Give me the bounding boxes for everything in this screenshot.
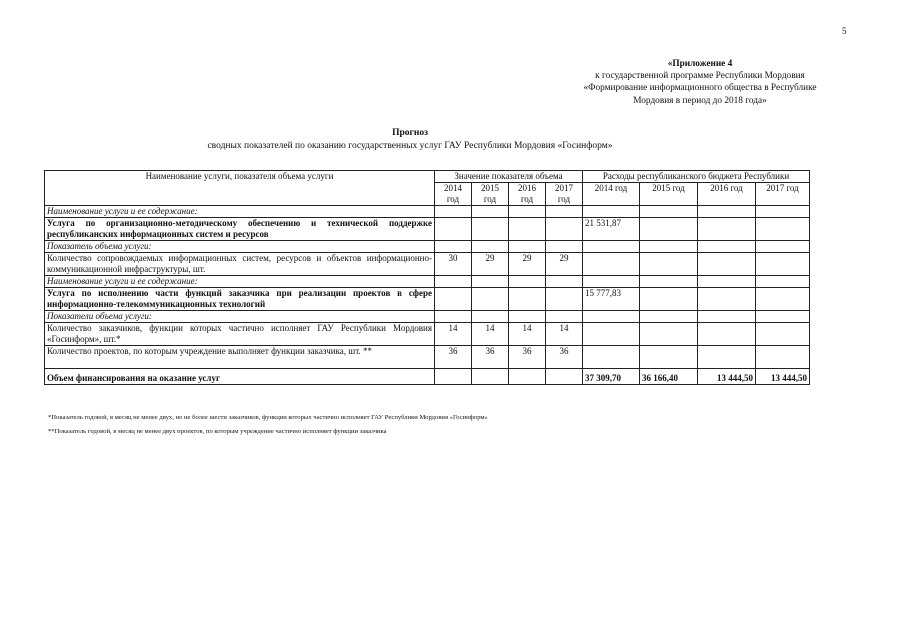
indicator-name: Количество сопровождаемых информационных систем, ресурсов и объектов информационно-коммуникационной инфраструктуры, шт. <box>45 253 435 276</box>
table-header-row <box>45 171 810 183</box>
volume-value: 14 <box>472 323 509 346</box>
volume-value: 29 <box>546 253 583 276</box>
document-heading <box>30 127 790 152</box>
section-label: Наименование услуги и ее содержание: <box>45 206 435 218</box>
table-row <box>45 206 810 218</box>
appendix-line-1: к государственной программе Республики Мордовия <box>595 71 805 82</box>
footnote-1: *Показатель годовой, в месяц не менее двух, но не более шести заказчиков, функции которых частично исполняет ГАУ Республики Мордовия «Госинформ» <box>48 414 488 421</box>
volume-value: 14 <box>509 323 546 346</box>
budget-value: 15 777,83 <box>583 288 640 311</box>
total-value: 37 309,70 <box>583 369 640 385</box>
budget-header: Расходы республиканского бюджета Республики <box>583 171 810 183</box>
document-title: Прогноз <box>392 128 428 138</box>
service-name: Услуга по исполнению части функций заказчика при реализации проектов в сфере информационно-телекоммуникационных технологий <box>45 288 435 311</box>
total-value: 13 444,50 <box>756 369 810 385</box>
table-row <box>45 288 810 311</box>
volume-year-2016: 2016 год <box>509 183 546 206</box>
volume-value: 36 <box>509 346 546 369</box>
budget-year-2015: 2015 год <box>640 183 698 206</box>
volume-value: 14 <box>546 323 583 346</box>
volume-year-2014: 2014 год <box>435 183 472 206</box>
table-row <box>45 241 810 253</box>
table-row <box>45 276 810 288</box>
volume-value: 29 <box>472 253 509 276</box>
budget-year-2017: 2017 год <box>756 183 810 206</box>
volume-year-2017: 2017 год <box>546 183 583 206</box>
total-value: 13 444,50 <box>698 369 756 385</box>
volume-value: 36 <box>546 346 583 369</box>
page-number: 5 <box>842 26 847 36</box>
indicator-label: Показатель объема услуги: <box>45 241 435 253</box>
indicator-name: Количество проектов, по которым учреждение выполняет функции заказчика, шт. ** <box>45 346 435 369</box>
volume-value: 30 <box>435 253 472 276</box>
appendix-line-3: Мордовия в период до 2018 года» <box>633 95 767 106</box>
volume-header: Значение показателя объема <box>435 171 583 183</box>
appendix-line-2: «Формирование информационного общества в Республике <box>583 83 817 94</box>
indicator-label: Показатели объема услуги: <box>45 311 435 323</box>
total-row <box>45 369 810 385</box>
total-label: Объем финансирования на оказание услуг <box>45 369 435 385</box>
budget-year-2016: 2016 год <box>698 183 756 206</box>
table-row <box>45 311 810 323</box>
document-subtitle: сводных показателей по оказанию государственных услуг ГАУ Республики Мордовия «Госинформ» <box>207 140 613 151</box>
volume-value: 36 <box>435 346 472 369</box>
col-name-header: Наименование услуги, показателя объема услуги <box>45 171 435 206</box>
budget-year-2014: 2014 год <box>583 183 640 206</box>
table-row <box>45 218 810 241</box>
volume-year-2015: 2015 год <box>472 183 509 206</box>
volume-value: 36 <box>472 346 509 369</box>
appendix-title: «Приложение 4 <box>667 59 733 69</box>
budget-value: 21 531,87 <box>583 218 640 241</box>
footnote-2: **Показатель годовой, в месяц не менее двух проектов, по которым учреждение частично исполняет функции заказчика <box>48 428 387 435</box>
appendix-header <box>540 58 860 107</box>
forecast-table <box>44 170 810 385</box>
service-name: Услуга по организационно-методическому обеспечению и технической поддержке республиканских информационных систем и ресурсов <box>45 218 435 241</box>
table-row <box>45 346 810 369</box>
volume-value: 29 <box>509 253 546 276</box>
section-label: Наименование услуги и ее содержание: <box>45 276 435 288</box>
indicator-name: Количество заказчиков, функции которых частично исполняет ГАУ Республики Мордовия «Госинформ», шт.* <box>45 323 435 346</box>
total-value: 36 166,40 <box>640 369 698 385</box>
table-row <box>45 323 810 346</box>
volume-value: 14 <box>435 323 472 346</box>
table-row <box>45 253 810 276</box>
